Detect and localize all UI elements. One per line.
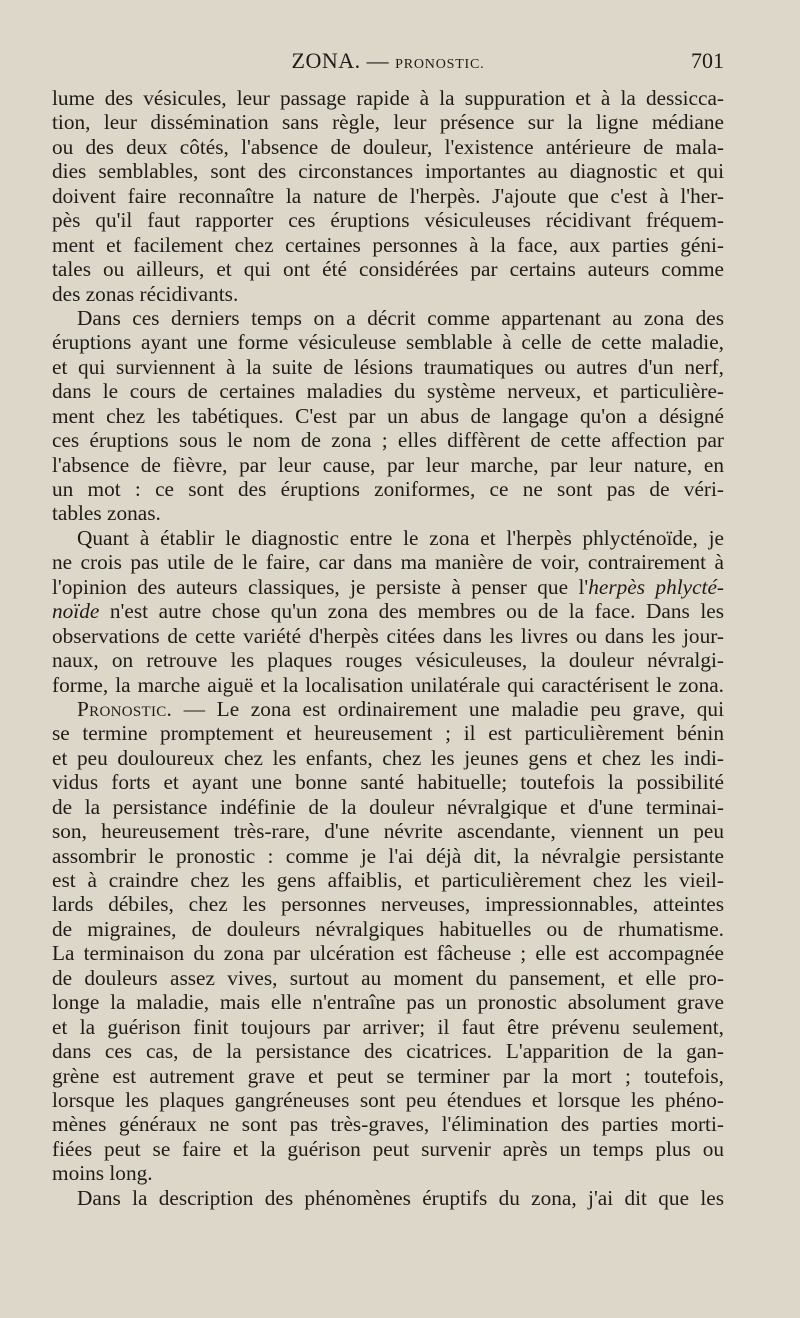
text-line: ne crois pas utile de le faire, car dans ma manière de voir, contrairement à	[52, 550, 724, 575]
text-line: ou des deux côtés, l'absence de douleur, l'existence antérieure de mala-	[52, 134, 724, 159]
text-line: tables zonas.	[52, 501, 161, 526]
text-line: de migraines, de douleurs névralgiques habituelles ou de rhumatisme.	[52, 916, 724, 941]
running-header	[52, 48, 724, 78]
text-line: mènes généraux ne sont pas très-graves, l'élimination des parties morti-	[52, 1112, 724, 1137]
running-title-sub: PRONOSTIC.	[395, 57, 485, 72]
text-line: ces éruptions sous le nom de zona ; elles diffèrent de cette affection par	[52, 428, 724, 453]
section-heading: Pronostic.	[77, 696, 173, 721]
text-line: lorsque les plaques gangréneuses sont peu étendues et lorsque les phéno-	[52, 1087, 724, 1112]
text-line: longe la maladie, mais elle n'entraîne pas un pronostic absolument grave	[52, 990, 724, 1015]
text-fragment: — Le zona est ordinairement une maladie peu grave, qui	[172, 696, 724, 721]
running-title-dash: —	[360, 48, 396, 73]
text-line: l'absence de fièvre, par leur cause, par leur marche, par leur nature, en	[52, 452, 724, 477]
text-line	[52, 697, 724, 721]
text-line: éruptions ayant une forme vésiculeuse semblable à celle de cette maladie,	[52, 330, 724, 355]
text-line: naux, on retrouve les plaques rouges vésiculeuses, la douleur névralgi-	[52, 648, 724, 673]
text-line: dans le cours de certaines maladies du système nerveux, et particulière-	[52, 379, 724, 404]
text-line: forme, la marche aiguë et la localisation unilatérale qui caractérisent le zona.	[52, 672, 724, 697]
text-line: assombrir le pronostic : comme je l'ai déjà dit, la névralgie persistante	[52, 843, 724, 868]
text-line: et la guérison finit toujours par arriver; il faut être prévenu seulement,	[52, 1014, 724, 1039]
text-line: et qui surviennent à la suite de lésions traumatiques ou autres d'un nerf,	[52, 354, 724, 379]
text-line: lards débiles, chez les personnes nerveuses, impressionnables, atteintes	[52, 892, 724, 917]
text-line: son, heureusement très-rare, d'une névrite ascendante, viennent un peu	[52, 819, 724, 844]
text-line: un mot : ce sont des éruptions zoniformes, ce ne sont pas de véri-	[52, 477, 724, 501]
text-line: grène est autrement grave et peut se terminer par la mort ; toutefois,	[52, 1063, 724, 1088]
text-line: dans ces cas, de la persistance des cicatrices. L'apparition de la gan-	[52, 1039, 724, 1064]
text-line: de douleurs assez vives, surtout au moment du pansement, et elle pro-	[52, 965, 724, 990]
text-line: des zonas récidivants.	[52, 281, 239, 306]
italic-term: herpès phlycté-	[588, 574, 725, 599]
text-line: fiées peut se faire et la guérison peut survenir après un temps plus ou	[52, 1136, 724, 1161]
text-line: Quant à établir le diagnostic entre le zona et l'herpès phlycténoïde, je	[77, 525, 724, 550]
text-fragment: l'opinion des auteurs classiques, je persiste à penser que l'	[52, 574, 589, 599]
text-line: tion, leur dissémination sans règle, leur présence sur la ligne médiane	[52, 110, 724, 135]
text-line: et peu douloureux chez les enfants, chez les jeunes gens et chez les indi-	[52, 745, 724, 770]
text-line	[52, 599, 724, 623]
text-line: moins long.	[52, 1161, 153, 1186]
text-line: La terminaison du zona par ulcération est fâcheuse ; elle est accompagnée	[52, 941, 724, 966]
page-number: 701	[691, 48, 724, 73]
text-line: est à craindre chez les gens affaiblis, et particulièrement chez les vieil-	[52, 868, 724, 892]
text-line: ment chez les tabétiques. C'est par un abus de langage qu'on a désigné	[52, 403, 724, 428]
text-line: tales ou ailleurs, et qui ont été considérées par certains auteurs comme	[52, 257, 724, 282]
body-text	[52, 86, 724, 1210]
text-line: dies semblables, sont des circonstances importantes au diagnostic et qui	[52, 159, 724, 184]
running-title	[52, 48, 724, 74]
text-line: ment et facilement chez certaines personnes à la face, aux parties géni-	[52, 232, 724, 257]
text-fragment: n'est autre chose qu'un zona des membres ou de la face. Dans les	[99, 599, 724, 624]
text-line	[52, 575, 724, 599]
text-line: observations de cette variété d'herpès citées dans les livres ou dans les jour-	[52, 623, 724, 648]
text-line: se termine promptement et heureusement ; il est particulièrement bénin	[52, 721, 724, 746]
text-line: lume des vésicules, leur passage rapide à la suppuration et à la dessicca-	[52, 86, 724, 110]
text-line: Dans la description des phénomènes éruptifs du zona, j'ai dit que les	[77, 1185, 724, 1210]
text-line: de la persistance indéfinie de la douleur névralgique et d'une terminai-	[52, 794, 724, 819]
text-line: pès qu'il faut rapporter ces éruptions vésiculeuses récidivant fréquem-	[52, 208, 724, 233]
text-line: vidus forts et ayant une bonne santé habituelle; toutefois la possibilité	[52, 770, 724, 795]
text-line: doivent faire reconnaître la nature de l'herpès. J'ajoute que c'est à l'her-	[52, 183, 724, 208]
italic-term: noïde	[52, 599, 100, 624]
running-title-main: ZONA.	[291, 48, 361, 73]
text-line: Dans ces derniers temps on a décrit comme appartenant au zona des	[77, 305, 724, 330]
